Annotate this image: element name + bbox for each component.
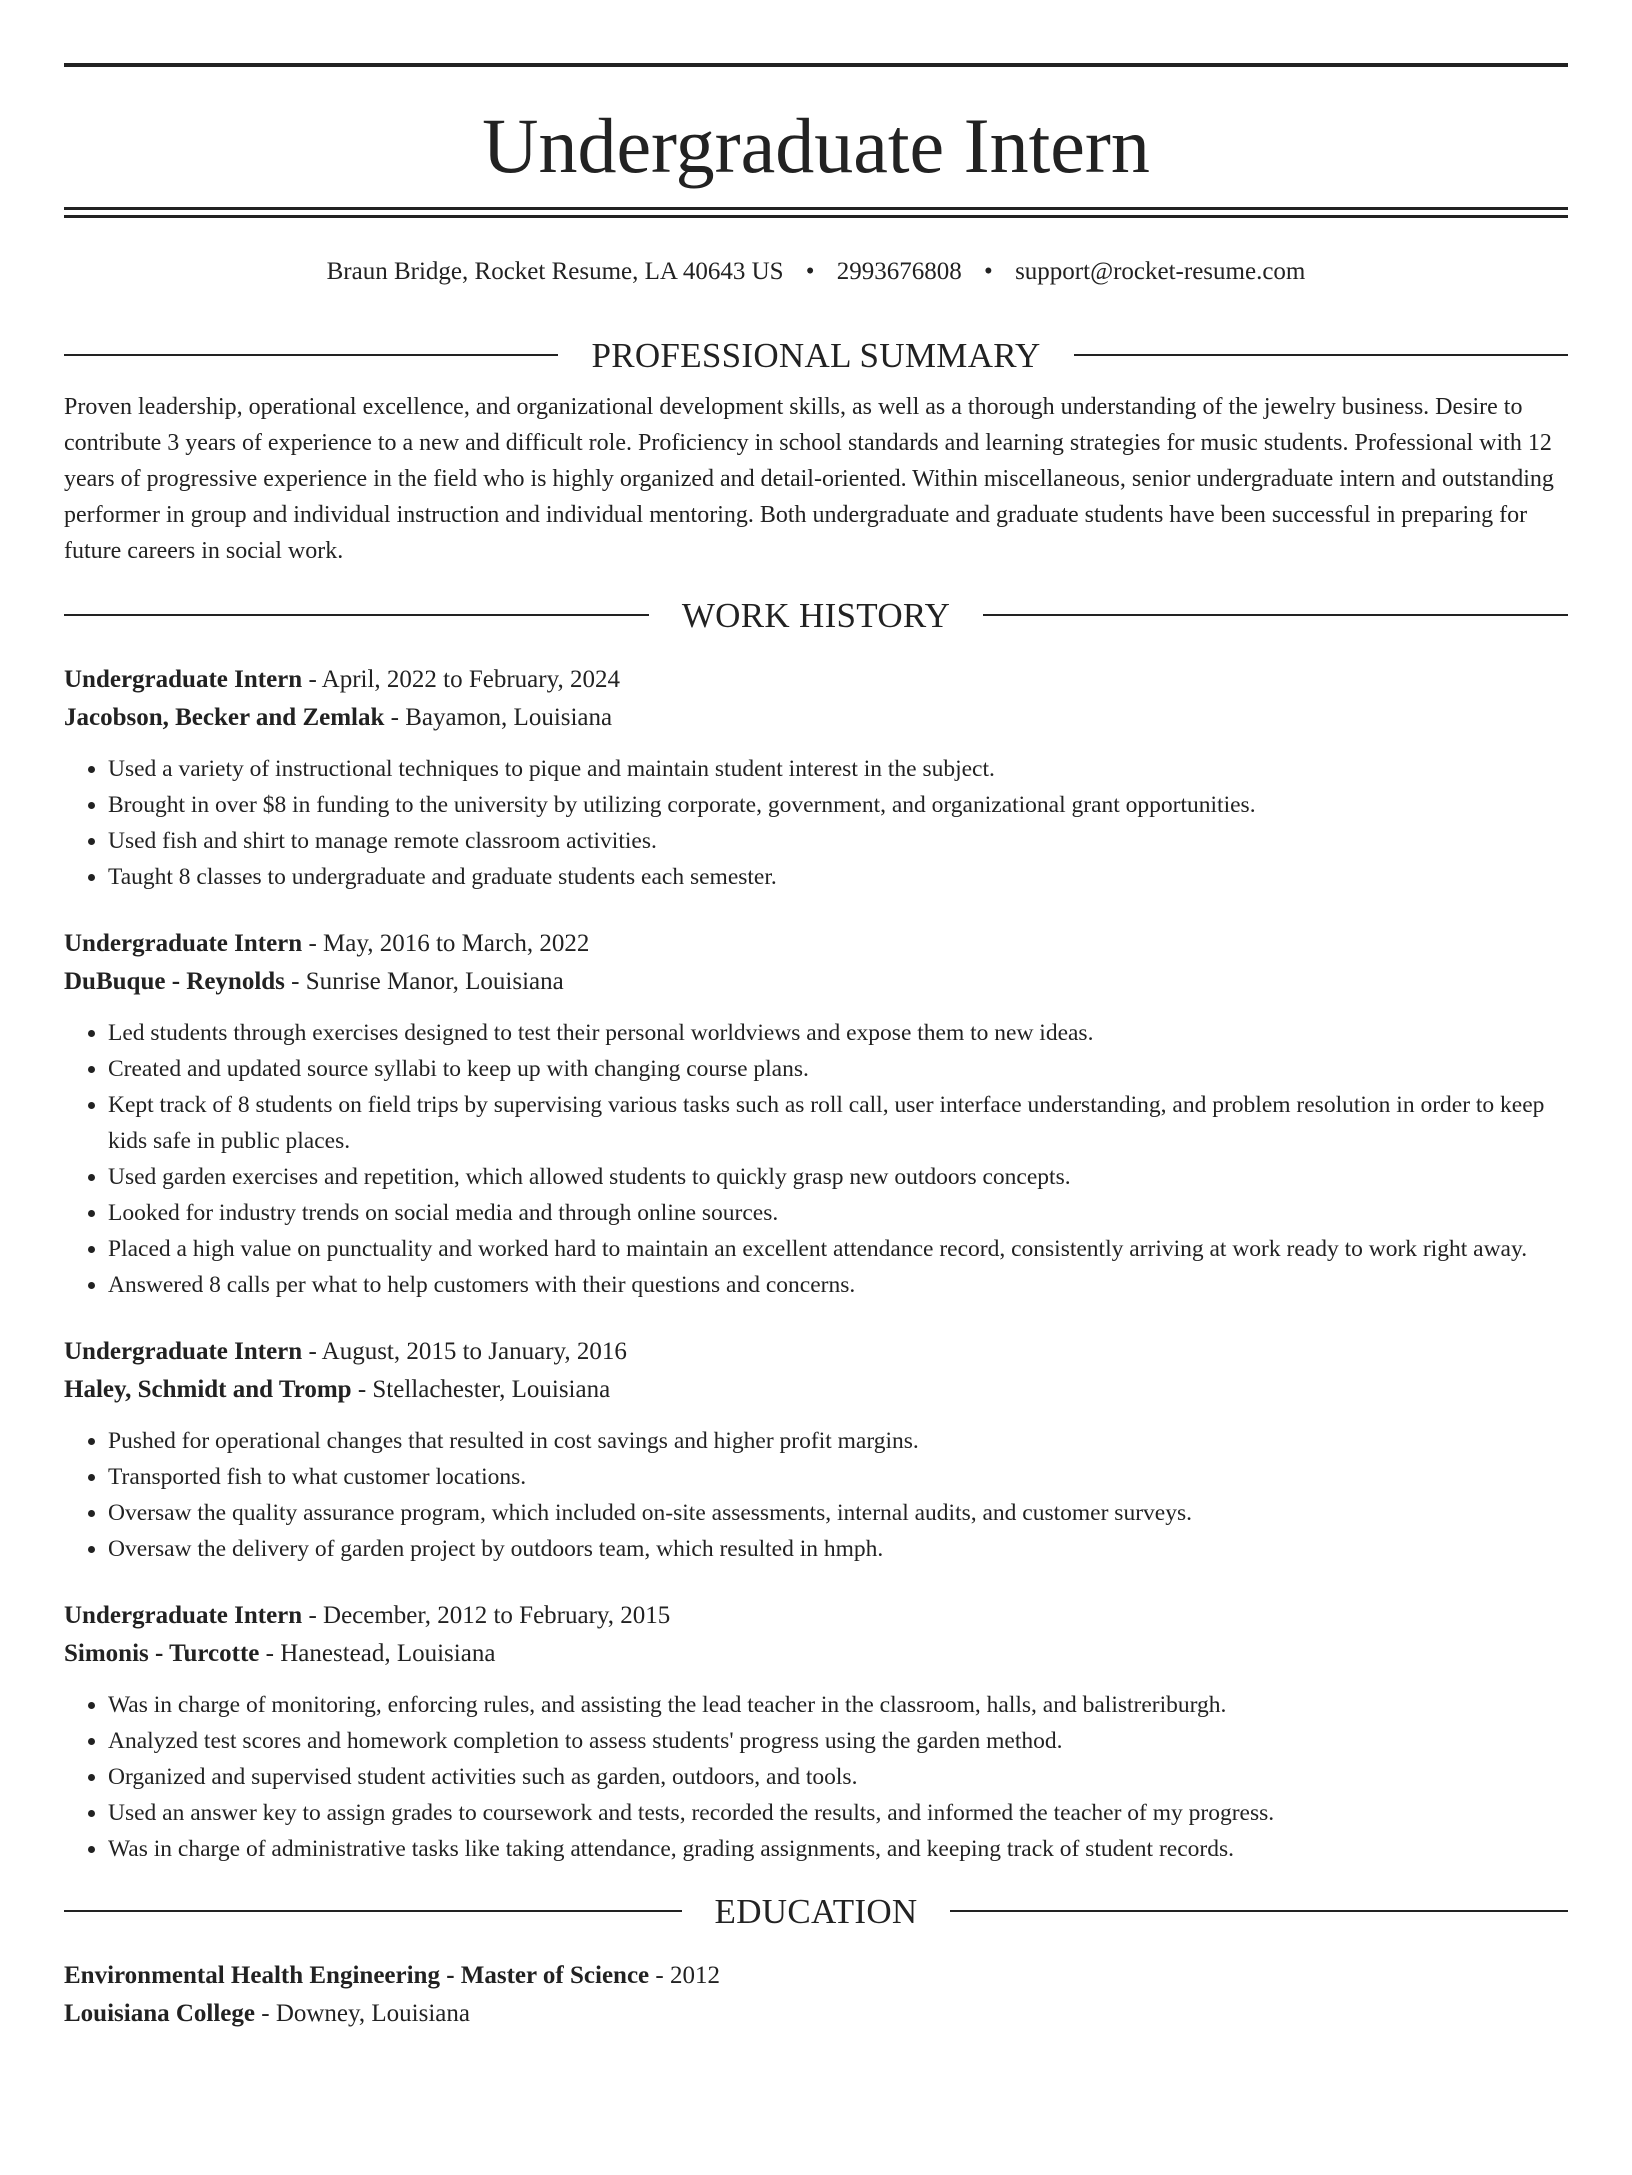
- work-history-list: [64, 661, 1568, 1867]
- job-bullet: • Transported fish to what customer locations.: [108, 1459, 1568, 1495]
- job-dates: - December, 2012 to February, 2015: [302, 1602, 671, 1629]
- resume-page: [0, 63, 1632, 2175]
- section-title: EDUCATION: [714, 1891, 918, 1931]
- job-entry: [64, 1333, 1568, 1567]
- heading-rule: [64, 354, 558, 356]
- job-bullet: • Created and updated source syllabi to keep up with changing course plans.: [108, 1051, 1568, 1087]
- job-title: Undergraduate Intern: [64, 1602, 303, 1629]
- job-bullet: • Taught 8 classes to undergraduate and graduate students each semester.: [108, 859, 1568, 895]
- contact-address: Braun Bridge, Rocket Resume, LA 40643 US: [326, 258, 784, 285]
- job-entry: [64, 925, 1568, 1303]
- job-title-line: [64, 1333, 1568, 1371]
- job-bullet: • Used fish and shirt to manage remote classroom activities.: [108, 823, 1568, 859]
- job-location: - Bayamon, Louisiana: [384, 704, 613, 731]
- job-bullet: • Pushed for operational changes that resulted in cost savings and higher profit margins.: [108, 1423, 1568, 1459]
- job-entry: [64, 1597, 1568, 1867]
- section-heading-summary: [64, 333, 1568, 377]
- job-bullet: • Was in charge of monitoring, enforcing rules, and assisting the lead teacher in the classroom, halls, and balistreriburgh.: [108, 1687, 1568, 1723]
- job-dates: - May, 2016 to March, 2022: [302, 930, 590, 957]
- education-school-line: [64, 1995, 1568, 2033]
- contact-phone: 2993676808: [836, 258, 962, 285]
- contact-line: [64, 252, 1568, 292]
- job-bullet: • Was in charge of administrative tasks like taking attendance, grading assignments, and keeping track of student records.: [108, 1831, 1568, 1867]
- heading-rule: [983, 614, 1568, 616]
- education-year: - 2012: [649, 1962, 720, 1989]
- job-location: - Stellachester, Louisiana: [351, 1376, 611, 1403]
- education-list: [64, 1957, 1568, 2033]
- job-bullet: • Looked for industry trends on social media and through online sources.: [108, 1195, 1568, 1231]
- job-title-line: [64, 925, 1568, 963]
- job-bullet: • Analyzed test scores and homework completion to assess students' progress using the garden method.: [108, 1723, 1568, 1759]
- job-bullet: • Used an answer key to assign grades to coursework and tests, recorded the results, and informed the teacher of my progress.: [108, 1795, 1568, 1831]
- job-location: - Sunrise Manor, Louisiana: [284, 968, 564, 995]
- job-title: Undergraduate Intern: [64, 930, 303, 957]
- job-company: Jacobson, Becker and Zemlak: [64, 704, 385, 731]
- education-school: Louisiana College: [64, 2000, 255, 2027]
- job-company-line: [64, 699, 1568, 737]
- job-company: Haley, Schmidt and Tromp: [64, 1376, 352, 1403]
- job-bullets: [64, 1423, 1568, 1567]
- job-bullets: [64, 1687, 1568, 1867]
- job-bullet: • Kept track of 8 students on field trips by supervising various tasks such as roll call, user interface understanding, and problem resolution in order to keep kids safe in public places.: [108, 1087, 1568, 1159]
- job-dates: - August, 2015 to January, 2016: [302, 1338, 627, 1365]
- education-location: - Downey, Louisiana: [255, 2000, 470, 2027]
- section-heading-work: [64, 593, 1568, 637]
- heading-rule: [950, 1910, 1568, 1912]
- section-title: WORK HISTORY: [681, 595, 951, 635]
- job-bullet: • Oversaw the delivery of garden project by outdoors team, which resulted in hmph.: [108, 1531, 1568, 1567]
- job-bullet: • Placed a high value on punctuality and worked hard to maintain an excellent attendance record, consistently arriving at work ready to work right away.: [108, 1231, 1568, 1267]
- resume-name: Undergraduate Intern: [482, 102, 1150, 189]
- education-degree: Environmental Health Engineering - Master of Science: [64, 1962, 650, 1989]
- job-title-line: [64, 1597, 1568, 1635]
- job-company: Simonis - Turcotte: [64, 1640, 260, 1667]
- job-dates: - April, 2022 to February, 2024: [302, 666, 620, 693]
- job-bullets: [64, 1015, 1568, 1303]
- job-company: DuBuque - Reynolds: [64, 968, 285, 995]
- job-bullet: • Used garden exercises and repetition, which allowed students to quickly grasp new outdoors concepts.: [108, 1159, 1568, 1195]
- job-bullet: • Used a variety of instructional techniques to pique and maintain student interest in the subject.: [108, 751, 1568, 787]
- job-company-line: [64, 1635, 1568, 1673]
- job-entry: [64, 661, 1568, 895]
- job-company-line: [64, 1371, 1568, 1409]
- summary-text: Proven leadership, operational excellence, and organizational development skills, as well as a thorough understanding of the jewelry business. Desire to contribute 3 years of experience to a new and difficult role. Proficiency in school standards and learning strategies for music students. Professional with 12 years of progressive experience in the field who is highly organized and detail-oriented. Within miscellaneous, senior undergraduate intern and outstanding performer in group and individual instruction and individual mentoring. Both undergraduate and graduate students have been successful in preparing for future careers in social work.: [64, 394, 1554, 564]
- heading-rule: [64, 614, 649, 616]
- contact-email[interactable]: support@rocket-resume.com: [1015, 258, 1306, 285]
- job-title-line: [64, 661, 1568, 699]
- contact-separator: •: [805, 258, 815, 285]
- job-bullet: • Brought in over $8 in funding to the university by utilizing corporate, government, and organizational grant opportunities.: [108, 787, 1568, 823]
- job-bullet: • Oversaw the quality assurance program, which included on-site assessments, internal audits, and customer surveys.: [108, 1495, 1568, 1531]
- heading-rule: [1074, 354, 1568, 356]
- job-company-line: [64, 963, 1568, 1001]
- top-rule: [64, 63, 1568, 67]
- education-degree-line: [64, 1957, 1568, 1995]
- section-title: PROFESSIONAL SUMMARY: [591, 335, 1041, 375]
- job-title: Undergraduate Intern: [64, 666, 303, 693]
- education-entry: [64, 1957, 1568, 2033]
- job-bullet: • Answered 8 calls per what to help customers with their questions and concerns.: [108, 1267, 1568, 1303]
- job-bullet: • Led students through exercises designed to test their personal worldviews and expose them to new ideas.: [108, 1015, 1568, 1051]
- double-rule: [64, 207, 1568, 218]
- heading-rule: [64, 1910, 682, 1912]
- contact-separator: •: [984, 258, 993, 285]
- job-location: - Hanestead, Louisiana: [259, 1640, 496, 1667]
- job-title: Undergraduate Intern: [64, 1338, 303, 1365]
- job-bullet: • Organized and supervised student activities such as garden, outdoors, and tools.: [108, 1759, 1568, 1795]
- section-heading-education: [64, 1889, 1568, 1933]
- job-bullets: [64, 751, 1568, 895]
